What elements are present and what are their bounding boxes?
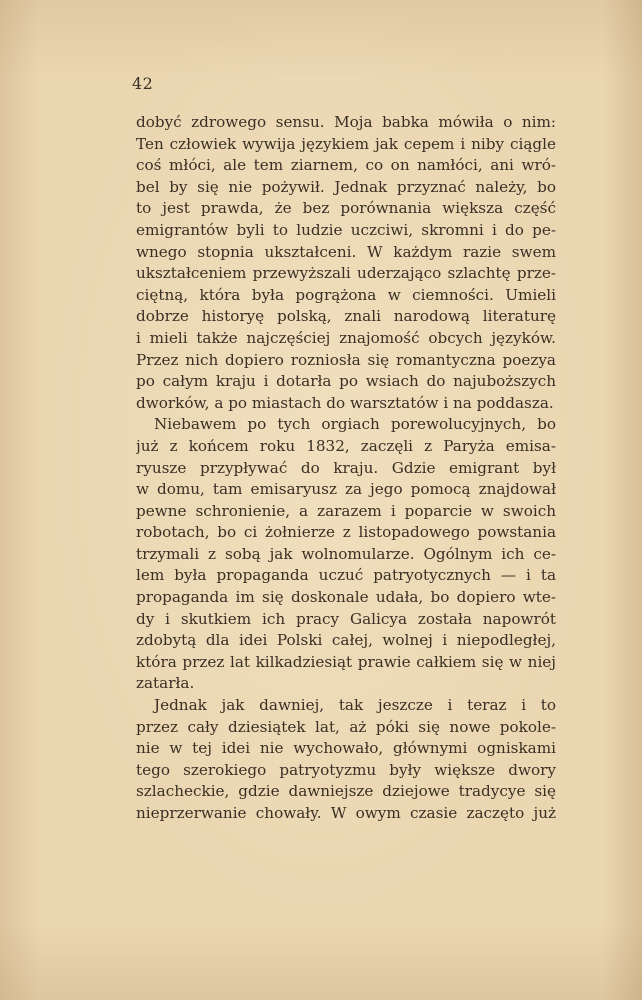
text-line: zatarła. xyxy=(136,674,195,693)
text-line: po całym kraju i dotarła po wsiach do najuboższych xyxy=(136,372,556,391)
text-line: bel by się nie pożywił. Jednak przyznać należy, bo xyxy=(136,177,556,196)
text-line: ciętną, która była pogrążona w ciemności. Umieli xyxy=(136,285,556,304)
text-line: nieprzerwanie chowały. W owym czasie zaczęto już xyxy=(136,804,556,822)
text-line: dobyć zdrowego sensu. Moja babka mówiła o nim: xyxy=(136,113,556,131)
text-line: wnego stopnia ukształceni. W każdym razie swem xyxy=(136,242,556,261)
text-line: tego szerokiego patryotyzmu były większe dwory xyxy=(136,760,556,779)
text-line: ryusze przypływać do kraju. Gdzie emigrant był xyxy=(136,458,556,477)
text-line: coś młóci, ale tem ziarnem, co on namłóci, ani wró- xyxy=(136,156,556,175)
text-line: ukształceniem przewyższali uderzająco szlachtę prze- xyxy=(136,264,556,283)
text-line: nie w tej idei nie wychowało, głównymi ogniskami xyxy=(136,739,556,758)
body-text xyxy=(136,112,556,825)
text-line: która przez lat kilkadziesiąt prawie całkiem się w niej xyxy=(136,652,556,671)
text-line: Przez nich dopiero rozniosła się romantyczna poezya xyxy=(136,350,556,369)
text-line: Ten człowiek wywija językiem jak cepem i niby ciągle xyxy=(136,134,556,153)
text-line: propaganda im się doskonale udała, bo dopiero wte- xyxy=(136,588,556,607)
text-line: już z końcem roku 1832, zaczęli z Paryża emisa- xyxy=(136,436,556,455)
page-number: 42 xyxy=(132,74,154,93)
text-line: Jednak jak dawniej, tak jeszcze i teraz i to xyxy=(154,696,556,715)
text-line: to jest prawda, że bez porównania większa część xyxy=(136,199,556,218)
text-line: szlacheckie, gdzie dawniejsze dziejowe tradycye się xyxy=(136,782,556,801)
text-line: dworków, a po miastach do warsztatów i na poddasza. xyxy=(136,393,554,412)
text-line: i mieli także najczęściej znajomość obcych języków. xyxy=(136,328,556,347)
text-line: Niebawem po tych orgiach porewolucyjnych, bo xyxy=(154,415,556,434)
text-line: trzymali z sobą jak wolnomularze. Ogólnym ich ce- xyxy=(136,544,556,563)
text-line: przez cały dziesiątek lat, aż póki się nowe pokole- xyxy=(136,717,556,736)
text-line: dobrze historyę polską, znali narodową literaturę xyxy=(136,307,556,326)
text-line: w domu, tam emisaryusz za jego pomocą znajdował xyxy=(136,480,556,499)
text-line: robotach, bo ci żołnierze z listopadowego powstania xyxy=(136,523,556,542)
text-line: emigrantów byli to ludzie uczciwi, skromni i do pe- xyxy=(136,220,556,239)
text-line: lem była propaganda uczuć patryotycznych — i ta xyxy=(136,566,556,585)
text-line: dy i skutkiem ich pracy Galicya została napowrót xyxy=(136,609,556,628)
text-line: pewne schronienie, a zarazem i poparcie w swoich xyxy=(136,501,556,520)
text-line: zdobytą dla idei Polski całej, wolnej i niepodległej, xyxy=(136,631,556,650)
